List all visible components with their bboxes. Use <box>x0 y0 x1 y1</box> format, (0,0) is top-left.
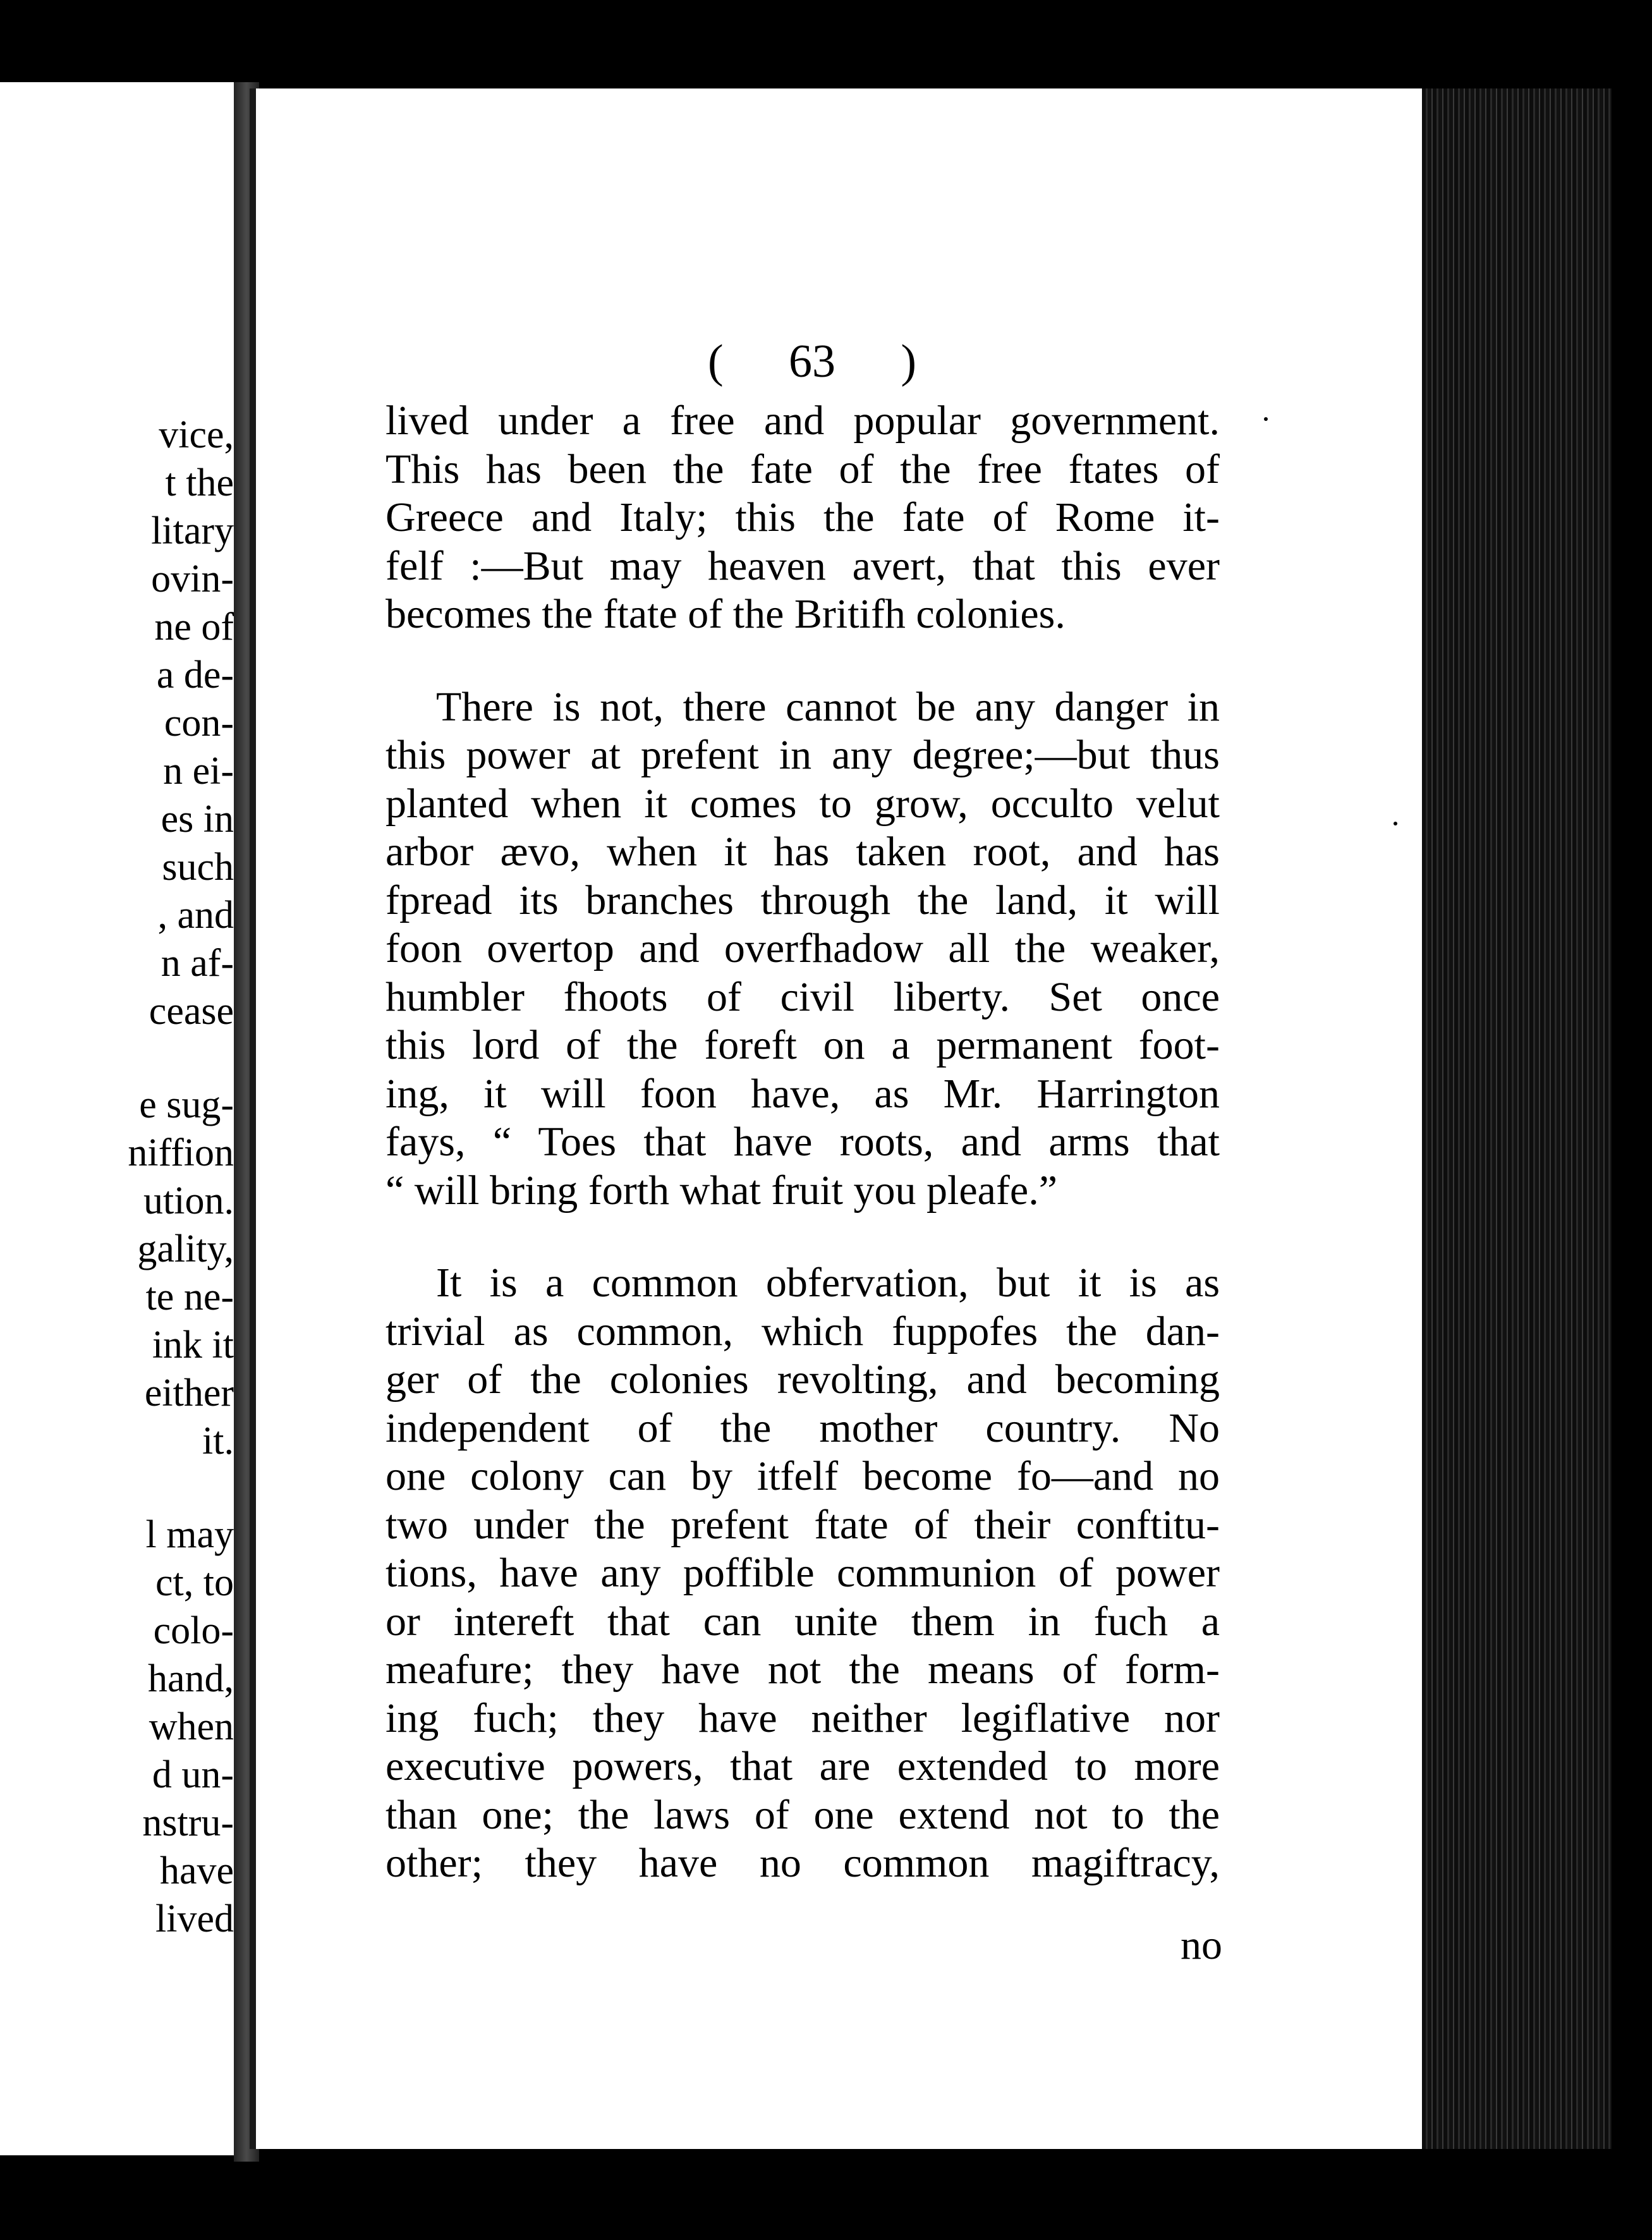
text-line: ger of the colonies revolting, and becoming <box>386 1356 1220 1403</box>
text-line: meafure; they have not the means of form- <box>386 1647 1220 1693</box>
left-page-line: cease <box>149 990 234 1033</box>
text-line: one colony can by itfelf become fo—and no <box>386 1453 1220 1499</box>
left-page-line: ink it <box>152 1324 234 1367</box>
text-line: humbler fhoots of civil liberty. Set once <box>386 973 1220 1020</box>
left-page-line: such <box>162 846 234 889</box>
text-line: foon overtop and overfhadow all the weaker, <box>386 925 1220 971</box>
text-line: This has been the fate of the free ftates of <box>386 446 1220 492</box>
left-page-gap <box>0 1035 234 1081</box>
text-line: than one; the laws of one extend not to the <box>386 1791 1220 1838</box>
text-line: felf :—But may heaven avert, that this ever <box>386 542 1220 589</box>
left-page-line: when <box>149 1705 234 1748</box>
left-page-line: ovin- <box>151 557 234 600</box>
text-line: ing, it will foon have, as Mr. Harrington <box>386 1070 1220 1117</box>
left-page-text <box>0 411 234 1943</box>
speck <box>1264 417 1268 421</box>
text-line: this lord of the foreft on a permanent foot- <box>386 1022 1220 1068</box>
page-header <box>708 335 916 389</box>
text-line: lived under a free and popular government. <box>386 398 1220 444</box>
left-page-line: con- <box>164 702 234 745</box>
left-page-line: gality, <box>137 1227 234 1270</box>
text-line: or intereft that can unite them in fuch a <box>386 1598 1220 1645</box>
left-page-line: l may <box>145 1513 234 1556</box>
left-page-line: vice, <box>159 413 234 456</box>
text-line: two under the prefent ftate of their conftitu- <box>386 1501 1220 1548</box>
left-page-line: t the <box>165 461 234 504</box>
text-line: fpread its branches through the land, it will <box>386 877 1220 923</box>
left-page-line: te ne- <box>145 1275 234 1318</box>
header-paren-open: ( <box>708 336 724 387</box>
left-page-line: e sug- <box>139 1083 234 1126</box>
left-page-line: it. <box>202 1420 234 1463</box>
text-line: planted when it comes to grow, occulto velut <box>386 780 1220 827</box>
text-line: “ will bring forth what fruit you pleafe.” <box>386 1167 1057 1214</box>
left-page-line: litary <box>151 509 234 552</box>
text-line: There is not, there cannot be any danger in <box>436 683 1220 730</box>
text-line: becomes the ftate of the Britifh colonies. <box>386 591 1066 637</box>
text-line: It is a common obfervation, but it is as <box>436 1260 1220 1306</box>
left-page-line: hand, <box>147 1657 234 1700</box>
left-page-gap <box>0 1465 234 1511</box>
text-line: Greece and Italy; this the fate of Rome it- <box>386 494 1220 540</box>
left-page-line: nstru- <box>142 1801 234 1844</box>
left-page-line: lived <box>155 1897 234 1940</box>
text-line: this power at prefent in any degree;—but thus <box>386 732 1220 778</box>
page-number: 63 <box>789 336 835 387</box>
left-page-line: d un- <box>152 1753 234 1796</box>
left-page-line: colo- <box>153 1609 234 1652</box>
text-line: executive powers, that are extended to more <box>386 1743 1220 1789</box>
text-line: other; they have no common magiftracy, <box>386 1840 1220 1886</box>
left-page-line: , and <box>157 894 234 937</box>
left-page-line: either <box>144 1372 234 1415</box>
left-page-line: niffion <box>128 1131 234 1174</box>
left-page-line: es in <box>161 798 234 841</box>
text-line: independent of the mother country. No <box>386 1404 1220 1451</box>
page-edges <box>1422 88 1612 2149</box>
left-page-line: have <box>159 1849 234 1892</box>
text-line: ing fuch; they have neither legiflative nor <box>386 1695 1220 1741</box>
speck <box>1394 822 1397 825</box>
left-page-line: n ei- <box>163 750 234 793</box>
left-facing-page <box>0 82 234 2155</box>
paragraph-gap <box>386 1215 1220 1259</box>
header-paren-close: ) <box>901 336 916 387</box>
text-line: fays, “ Toes that have roots, and arms that <box>386 1119 1220 1165</box>
left-page-line: ct, to <box>155 1561 234 1604</box>
left-page-line: a de- <box>156 654 234 697</box>
text-line: arbor ævo, when it has taken root, and has <box>386 829 1220 875</box>
paragraph-gap <box>386 639 1220 683</box>
main-text-body <box>386 397 1220 1888</box>
left-page-line: n af- <box>161 942 234 985</box>
left-page-line: ne of <box>154 606 234 648</box>
text-line: trivial as common, which fuppofes the dan- <box>386 1308 1220 1354</box>
text-line: tions, have any poffible communion of power <box>386 1550 1220 1596</box>
catchword: no <box>1181 1922 1222 1968</box>
left-page-line: ution. <box>143 1179 234 1222</box>
